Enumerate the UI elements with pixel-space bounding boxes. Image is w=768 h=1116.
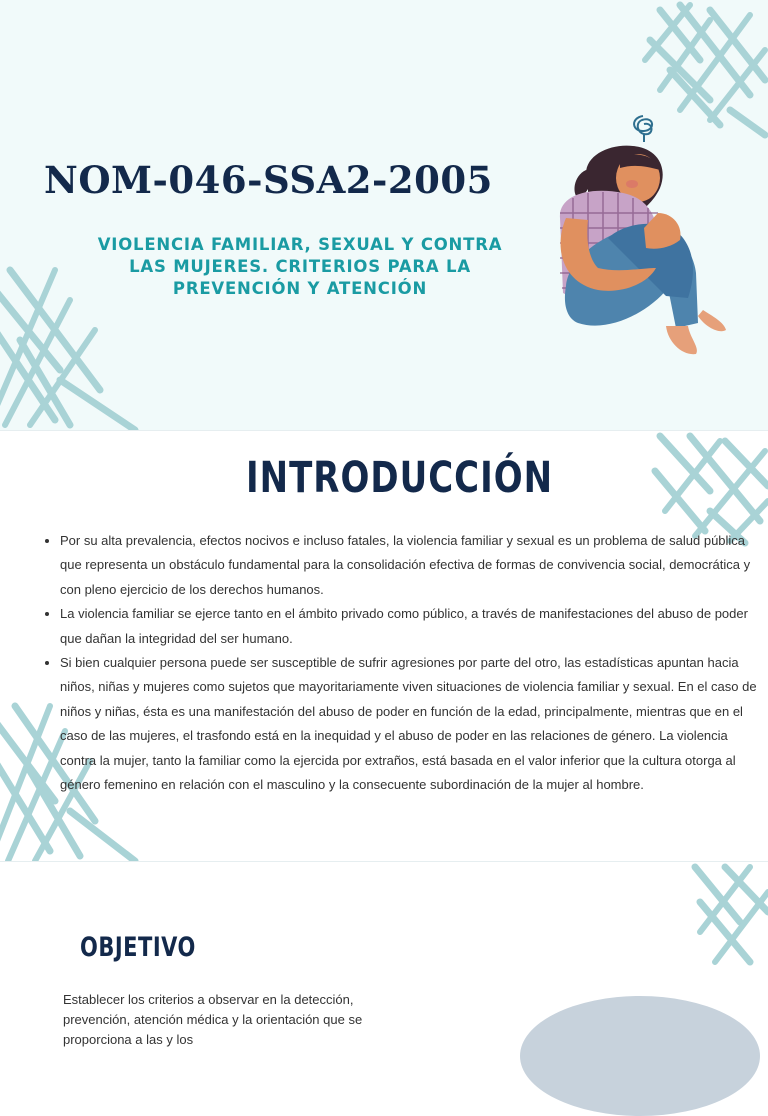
- title-slide: [0, 0, 768, 430]
- section-heading: OBJETIVO: [80, 932, 196, 962]
- body-text: Establecer los criterios a observar en la detección, prevención, atención médica y la orientación que se proporciona a las y los: [63, 992, 363, 1047]
- list-item: • Por su alta prevalencia, efectos nocivos e incluso fatales, la violencia familiar y sexual es un problema de salud pública que representa un obstáculo fundamental para la consolidación efectiva de formas de convivencia social, democrática y con pleno ejercicio de los derechos humanos.: [60, 529, 760, 602]
- section-heading: INTRODUCCIÓN: [246, 453, 554, 503]
- introduction-slide: [0, 431, 768, 861]
- scribble-decoration: [690, 862, 768, 972]
- objective-slide: [0, 862, 768, 1047]
- decorative-circle: [520, 996, 760, 1116]
- list-item: • La violencia familiar se ejerce tanto en el ámbito privado como público, a través de manifestaciones del abuso de poder que dañan la integridad del ser humano.: [60, 602, 760, 651]
- woman-hugging-knees-illustration: [548, 108, 728, 363]
- bullet-list: [44, 529, 760, 797]
- subtitle: VIOLENCIA FAMILIAR, SEXUAL Y CONTRA LAS MUJERES. CRITERIOS PARA LA PREVENCIÓN Y ATENCIÓN: [97, 235, 503, 298]
- page-title: NOM-046-SSA2-2005: [44, 158, 493, 202]
- list-item: • Si bien cualquier persona puede ser susceptible de sufrir agresiones por parte del otro, las estadísticas apuntan hacia niños, niñas y mujeres como sujetos que mayoritariamente viven situaciones de violencia familiar y sexual. En el caso de niños y niñas, ésta es una manifestación del abuso de poder en función de la edad, principalmente, mientras que en el caso de las mujeres, el trasfondo está en la inequidad y el abuso de poder en las relaciones de género. La violencia contra la mujer, tanto la familiar como la ejercida por extraños, está basada en el valor inferior que la cultura otorga al género femenino en relación con el masculino y la consecuente subordinación de la mujer al hombre.: [60, 651, 760, 797]
